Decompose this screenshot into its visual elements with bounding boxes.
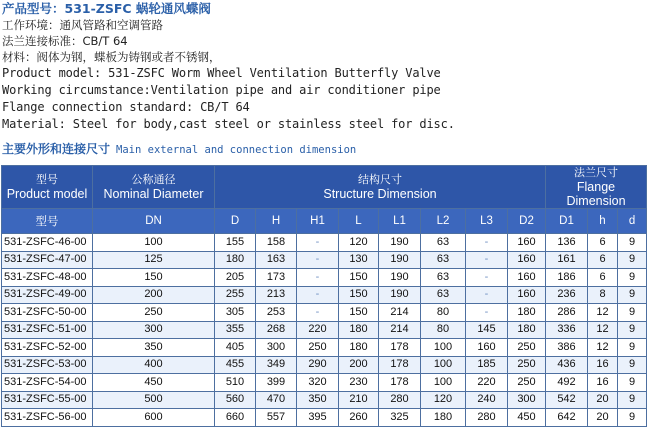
table-cell: 16 [588, 374, 618, 392]
working-environment-cn: 工作环境：通风管路和空调管路 [2, 18, 163, 32]
table-row [2, 286, 647, 304]
table-cell: 470 [256, 391, 297, 409]
model-cell: 531-ZSFC-52-00 [2, 339, 93, 357]
table-cell: 336 [546, 321, 588, 339]
table-cell: - [466, 304, 508, 322]
group-header-nominal-diameter: 公称通径 Nominal Diameter [93, 166, 215, 209]
table-cell: 9 [618, 251, 647, 269]
table-cell: 300 [508, 391, 546, 409]
table-cell: 300 [256, 339, 297, 357]
table-row [2, 409, 647, 427]
table-cell: 405 [215, 339, 256, 357]
table-cell: 214 [379, 321, 421, 339]
table-cell: 9 [618, 356, 647, 374]
table-cell: 642 [546, 409, 588, 427]
table-cell: 180 [421, 409, 466, 427]
table-cell: 8 [588, 286, 618, 304]
table-cell: 9 [618, 269, 647, 287]
table-cell: 190 [379, 286, 421, 304]
table-cell: 400 [93, 356, 215, 374]
column-header: L2 [421, 209, 466, 234]
table-cell: 325 [379, 409, 421, 427]
table-cell: 230 [339, 374, 379, 392]
model-cell: 531-ZSFC-48-00 [2, 269, 93, 287]
product-title: 产品型号：531-ZSFC 蜗轮通风蝶阀 [2, 1, 211, 16]
table-cell: - [297, 234, 339, 252]
table-cell: 213 [256, 286, 297, 304]
table-cell: 190 [379, 269, 421, 287]
table-cell: 260 [339, 409, 379, 427]
table-cell: - [297, 304, 339, 322]
table-cell: 455 [215, 356, 256, 374]
table-row [2, 251, 647, 269]
table-cell: 9 [618, 391, 647, 409]
product-info [2, 0, 642, 133]
table-cell: 9 [618, 234, 647, 252]
table-cell: 355 [215, 321, 256, 339]
group-header-flange-dimension: 法兰尺寸 Flange Dimension [546, 166, 647, 209]
dimension-table-body [2, 234, 647, 427]
table-cell: 280 [379, 391, 421, 409]
table-cell: - [297, 269, 339, 287]
model-cell: 531-ZSFC-51-00 [2, 321, 93, 339]
table-cell: 660 [215, 409, 256, 427]
working-circumstance-en: Working circumstance:Ventilation pipe and air conditioner pipe [2, 83, 441, 97]
section-title-en: Main external and connection dimension [116, 144, 357, 156]
table-cell: 9 [618, 321, 647, 339]
column-header: D1 [546, 209, 588, 234]
model-cell: 531-ZSFC-55-00 [2, 391, 93, 409]
column-header: L3 [466, 209, 508, 234]
table-cell: 16 [588, 356, 618, 374]
table-cell: 386 [546, 339, 588, 357]
table-cell: 80 [421, 321, 466, 339]
table-cell: 255 [215, 286, 256, 304]
table-cell: 450 [93, 374, 215, 392]
table-cell: - [466, 269, 508, 287]
table-row [2, 234, 647, 252]
column-header: H1 [297, 209, 339, 234]
dimension-table [1, 165, 647, 427]
table-cell: 240 [466, 391, 508, 409]
table-cell: 6 [588, 251, 618, 269]
table-cell: 185 [466, 356, 508, 374]
column-header: D [215, 209, 256, 234]
table-cell: - [466, 234, 508, 252]
table-cell: 150 [93, 269, 215, 287]
table-cell: 160 [508, 269, 546, 287]
table-cell: 180 [339, 339, 379, 357]
table-cell: 350 [93, 339, 215, 357]
table-cell: 286 [546, 304, 588, 322]
table-row [2, 339, 647, 357]
material-en: Material: Steel for body,cast steel or stainless steel for disc. [2, 117, 455, 131]
table-cell: 9 [618, 304, 647, 322]
table-cell: 160 [508, 234, 546, 252]
table-cell: 150 [339, 304, 379, 322]
table-cell: 160 [508, 286, 546, 304]
table-cell: 180 [508, 304, 546, 322]
table-row [2, 374, 647, 392]
table-cell: 173 [256, 269, 297, 287]
table-cell: 250 [508, 339, 546, 357]
table-cell: 180 [215, 251, 256, 269]
table-row [2, 304, 647, 322]
table-cell: 236 [546, 286, 588, 304]
table-cell: 214 [379, 304, 421, 322]
table-cell: 136 [546, 234, 588, 252]
column-header: 型号 [2, 209, 93, 234]
table-cell: 395 [297, 409, 339, 427]
model-cell: 531-ZSFC-56-00 [2, 409, 93, 427]
table-cell: 250 [93, 304, 215, 322]
table-cell: 220 [297, 321, 339, 339]
column-header: h [588, 209, 618, 234]
table-cell: 300 [93, 321, 215, 339]
table-cell: 510 [215, 374, 256, 392]
column-header: L1 [379, 209, 421, 234]
flange-standard-cn: 法兰连接标准：CB/T 64 [2, 34, 128, 48]
table-cell: 436 [546, 356, 588, 374]
table-cell: 20 [588, 409, 618, 427]
table-cell: 186 [546, 269, 588, 287]
table-cell: 492 [546, 374, 588, 392]
table-cell: 12 [588, 339, 618, 357]
table-cell: 268 [256, 321, 297, 339]
table-cell: 145 [466, 321, 508, 339]
group-header-structure-dimension: 结构尺寸 Structure Dimension [215, 166, 546, 209]
table-row [2, 391, 647, 409]
table-cell: 220 [466, 374, 508, 392]
table-cell: 158 [256, 234, 297, 252]
table-cell: 305 [215, 304, 256, 322]
table-cell: 350 [297, 391, 339, 409]
table-cell: 12 [588, 304, 618, 322]
column-header: D2 [508, 209, 546, 234]
table-cell: 9 [618, 374, 647, 392]
table-cell: - [466, 251, 508, 269]
table-cell: 100 [421, 374, 466, 392]
table-cell: 63 [421, 251, 466, 269]
table-cell: 290 [297, 356, 339, 374]
table-cell: 320 [297, 374, 339, 392]
table-cell: 6 [588, 269, 618, 287]
table-cell: 250 [297, 339, 339, 357]
model-cell: 531-ZSFC-49-00 [2, 286, 93, 304]
table-cell: 160 [466, 339, 508, 357]
table-cell: 178 [379, 356, 421, 374]
table-cell: 200 [339, 356, 379, 374]
table-cell: 280 [466, 409, 508, 427]
table-row [2, 321, 647, 339]
dimension-section-heading [2, 140, 356, 157]
table-cell: 600 [93, 409, 215, 427]
material-cn: 材料：阀体为钢，蝶板为铸钢或者不锈钢， [2, 50, 221, 64]
table-cell: - [466, 286, 508, 304]
table-cell: 163 [256, 251, 297, 269]
table-cell: 205 [215, 269, 256, 287]
table-cell: 349 [256, 356, 297, 374]
table-cell: 9 [618, 286, 647, 304]
flange-standard-en: Flange connection standard: CB/T 64 [2, 100, 250, 114]
table-cell: 9 [618, 409, 647, 427]
table-cell: 155 [215, 234, 256, 252]
table-cell: 450 [508, 409, 546, 427]
table-cell: 180 [339, 321, 379, 339]
table-cell: 560 [215, 391, 256, 409]
table-cell: 100 [421, 339, 466, 357]
table-cell: 120 [421, 391, 466, 409]
model-cell: 531-ZSFC-46-00 [2, 234, 93, 252]
table-cell: 63 [421, 234, 466, 252]
table-row [2, 356, 647, 374]
table-cell: 100 [93, 234, 215, 252]
model-cell: 531-ZSFC-53-00 [2, 356, 93, 374]
column-header: H [256, 209, 297, 234]
table-cell: 63 [421, 269, 466, 287]
table-cell: 210 [339, 391, 379, 409]
table-cell: 253 [256, 304, 297, 322]
group-header-model: 型号 Product model [2, 166, 93, 209]
column-header: d [618, 209, 647, 234]
table-cell: 160 [508, 251, 546, 269]
section-title-cn: 主要外形和连接尺寸 [2, 142, 111, 156]
table-cell: 542 [546, 391, 588, 409]
table-cell: 250 [508, 356, 546, 374]
model-cell: 531-ZSFC-50-00 [2, 304, 93, 322]
table-cell: - [297, 286, 339, 304]
table-cell: 200 [93, 286, 215, 304]
product-model-en: Product model: 531-ZSFC Worm Wheel Ventilation Butterfly Valve [2, 66, 441, 80]
table-cell: 120 [339, 234, 379, 252]
table-cell: 557 [256, 409, 297, 427]
column-header: DN [93, 209, 215, 234]
column-header: L [339, 209, 379, 234]
table-row [2, 269, 647, 287]
model-cell: 531-ZSFC-47-00 [2, 251, 93, 269]
table-cell: 250 [508, 374, 546, 392]
table-cell: 190 [379, 251, 421, 269]
table-cell: - [297, 251, 339, 269]
table-cell: 500 [93, 391, 215, 409]
table-cell: 100 [421, 356, 466, 374]
table-cell: 178 [379, 339, 421, 357]
table-cell: 178 [379, 374, 421, 392]
table-cell: 150 [339, 286, 379, 304]
table-cell: 9 [618, 339, 647, 357]
table-cell: 161 [546, 251, 588, 269]
table-cell: 399 [256, 374, 297, 392]
table-cell: 80 [421, 304, 466, 322]
table-cell: 150 [339, 269, 379, 287]
table-cell: 130 [339, 251, 379, 269]
table-cell: 180 [508, 321, 546, 339]
table-cell: 63 [421, 286, 466, 304]
model-cell: 531-ZSFC-54-00 [2, 374, 93, 392]
table-cell: 125 [93, 251, 215, 269]
table-cell: 20 [588, 391, 618, 409]
table-cell: 190 [379, 234, 421, 252]
table-cell: 6 [588, 234, 618, 252]
table-cell: 12 [588, 321, 618, 339]
